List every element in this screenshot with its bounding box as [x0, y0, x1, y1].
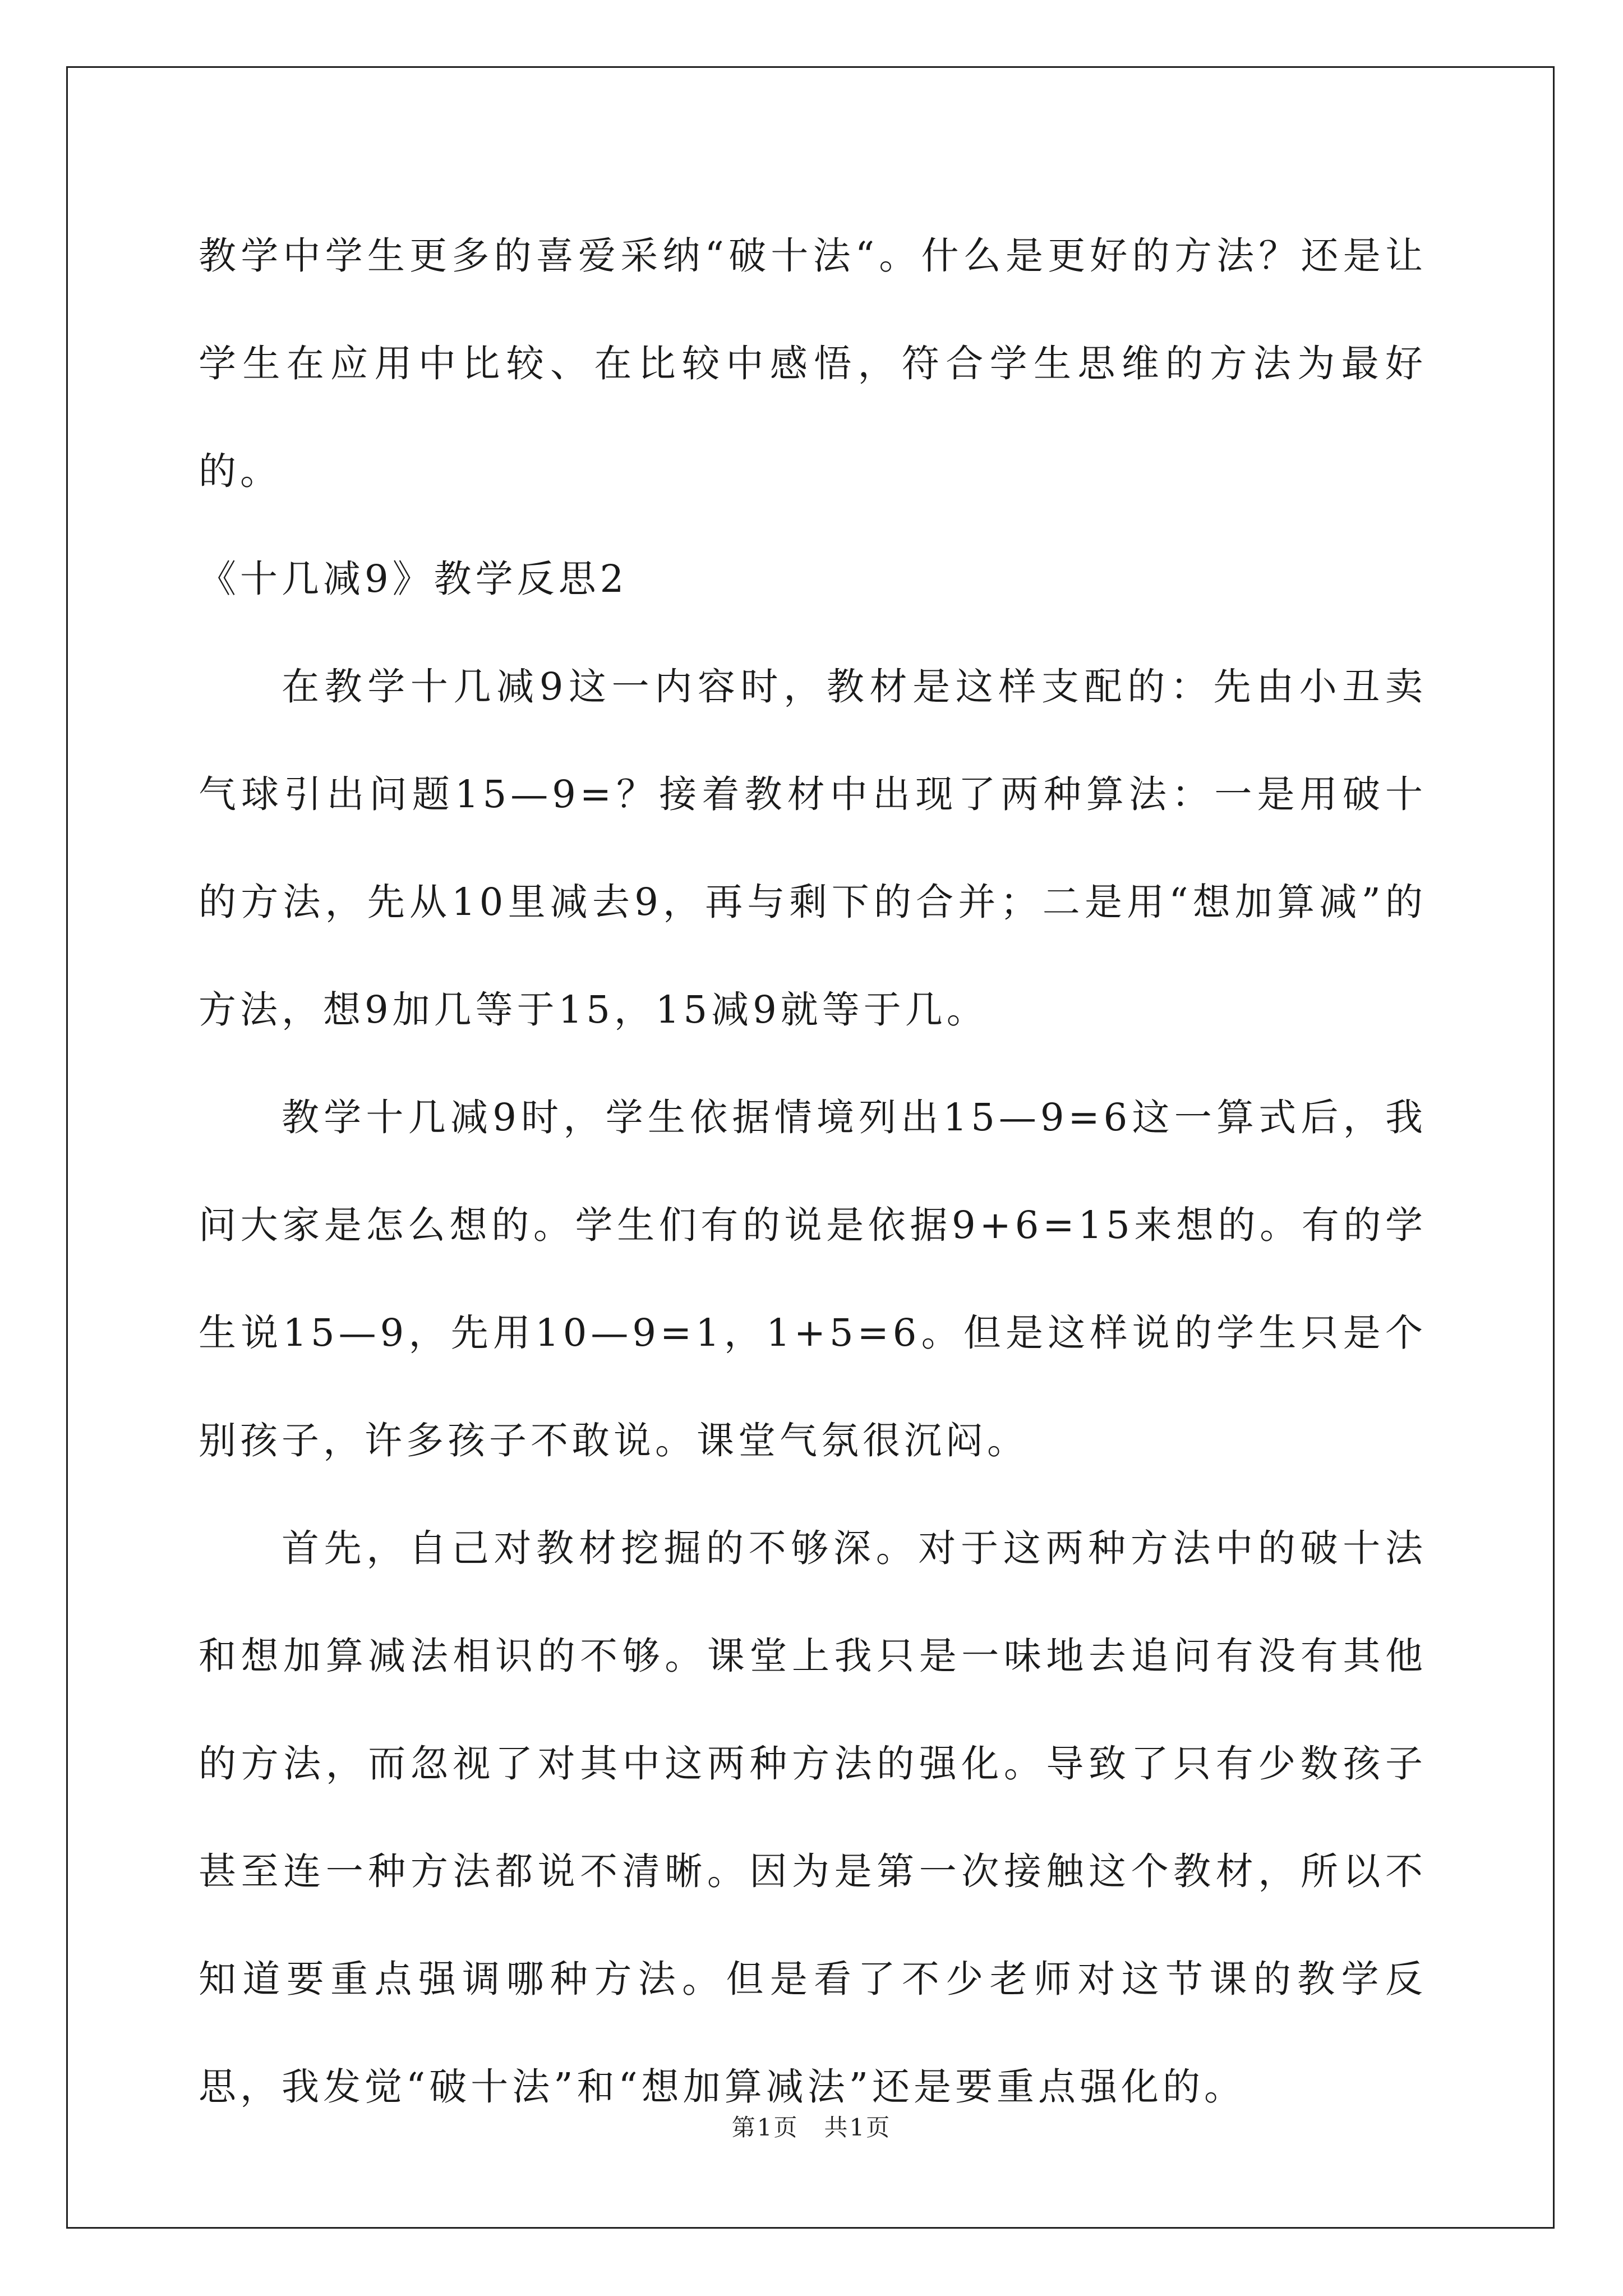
document-body	[199, 202, 1427, 2141]
paragraph-4: 首先，自己对教材挖掘的不够深。对于这两种方法中的破十法和想加算减法相识的不够。课堂上我只是一味地去追问有没有其他的方法，而忽视了对其中这两种方法的强化。导致了只有少数孩子甚至连一种方法都说不清晰。因为是第一次接触这个教材，所以不知道要重点强调哪种方法。但是看了不少老师对这节课的教学反思，我发觉“破十法”和“想加算减法”还是要重点强化的。	[199, 1526, 1427, 2109]
paragraph-3: 教学十几减9时，学生依据情境列出15—9=6这一算式后，我问大家是怎么想的。学生们有的说是依据9+6=15来想的。有的学生说15—9，先用10—9=1，1+5=6。但是这样说的学生只是个别孩子，许多孩子不敢说。课堂气氛很沉闷。	[199, 1096, 1427, 1462]
paragraph-2: 在教学十几减9这一内容时，教材是这样支配的：先由小丑卖气球引出问题15—9=？接着教材中出现了两种算法：一是用破十的方法，先从10里减去9，再与剩下的合并；二是用“想加算减”的方法，想9加几等于15，15减9就等于几。	[199, 665, 1427, 1032]
section-heading: 《十几减9》教学反思2	[199, 557, 628, 601]
page-footer: 第1页 共1页	[731, 2114, 892, 2141]
paragraph-1: 教学中学生更多的喜爱采纳“破十法“。什么是更好的方法？还是让学生在应用中比较、在比较中感悟，符合学生思维的方法为最好的。	[199, 234, 1427, 493]
